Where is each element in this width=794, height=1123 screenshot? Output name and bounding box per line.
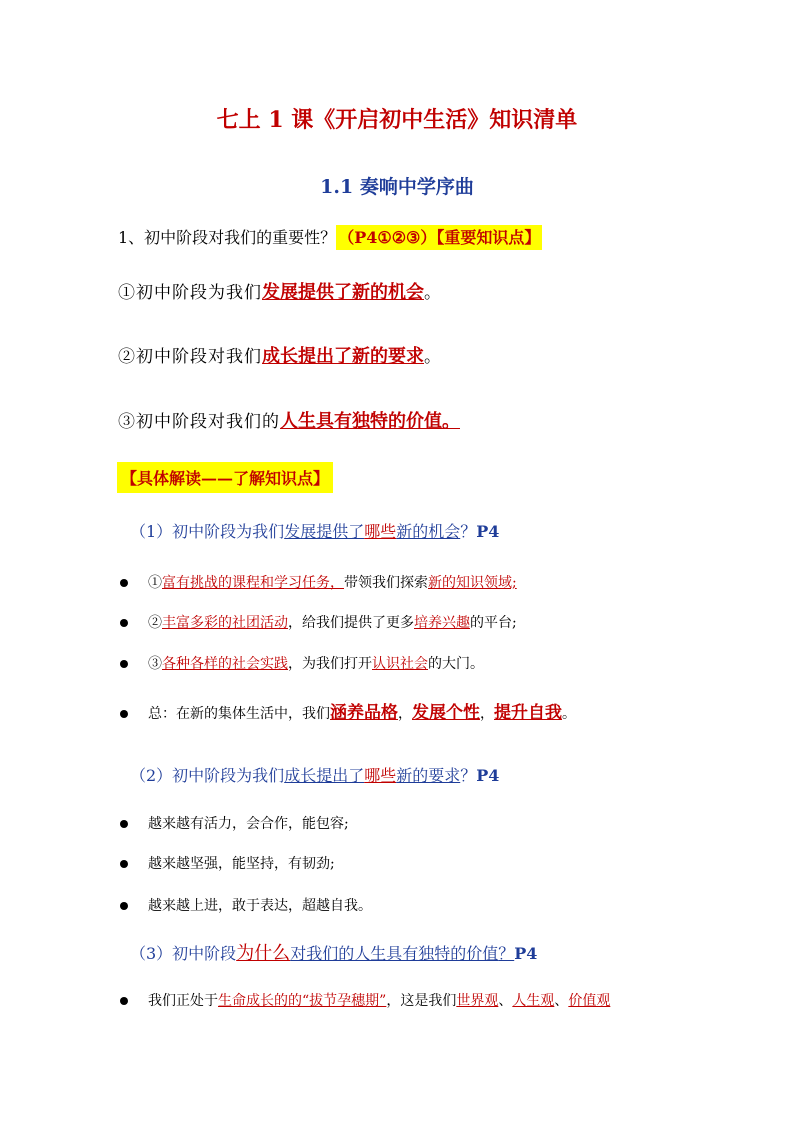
bullet-icon — [120, 710, 128, 718]
detail-tag: 【具体解读——了解知识点】 — [117, 462, 333, 493]
question-1-text: 1、初中阶段对我们的重要性？ — [118, 228, 337, 247]
bullet-item: 越来越坚强，能坚持，有韧劲; — [120, 853, 335, 873]
subquestion-2: （2）初中阶段为我们成长提出了哪些新的要求？P4 — [130, 766, 500, 785]
bullet-item: 我们正处于生命成长的的“拔节孕穗期”，这是我们世界观、人生观、价值观 — [120, 990, 610, 1010]
point-1-key: 发展提供了新的机会 — [262, 282, 424, 303]
question-1 — [118, 225, 542, 248]
question-1-highlight: （P4①②③）【重要知识点】 — [336, 225, 542, 250]
bullet-item: 越来越上进，敢于表达，超越自我。 — [120, 895, 372, 915]
bullet-icon — [120, 860, 128, 868]
bullet-icon — [120, 902, 128, 910]
point-3-key: 人生具有独特的价值。 — [280, 411, 460, 432]
bullet-item: 越来越有活力，会合作，能包容; — [120, 813, 349, 833]
page-title: 七上 1 课《开启初中生活》知识清单 — [216, 107, 578, 133]
bullet-icon — [120, 619, 128, 627]
bullet-icon — [120, 820, 128, 828]
bullet-item: ②丰富多彩的社团活动，给我们提供了更多培养兴趣的平台; — [120, 612, 517, 632]
bullet-item: ③各种各样的社会实践，为我们打开认识社会的大门。 — [120, 653, 484, 673]
bullet-icon — [120, 579, 128, 587]
point-1: ①初中阶段为我们发展提供了新的机会。 — [118, 282, 442, 303]
point-2: ②初中阶段对我们成长提出了新的要求。 — [118, 346, 442, 367]
summary-item: 总：在新的集体生活中，我们涵养品格，发展个性，提升自我。 — [120, 698, 576, 723]
bullet-icon — [120, 997, 128, 1005]
bullet-icon — [120, 660, 128, 668]
section-title: 1.1 奏响中学序曲 — [320, 176, 474, 198]
subquestion-1: （1）初中阶段为我们发展提供了哪些新的机会？P4 — [130, 522, 500, 541]
point-3: ③初中阶段对我们的人生具有独特的价值。 — [118, 411, 460, 432]
point-2-key: 成长提出了新的要求 — [262, 346, 424, 367]
subquestion-3: （3）初中阶段为什么对我们的人生具有独特的价值？P4 — [130, 943, 538, 964]
bullet-item: ①富有挑战的课程和学习任务，带领我们探索新的知识领域; — [120, 572, 517, 592]
